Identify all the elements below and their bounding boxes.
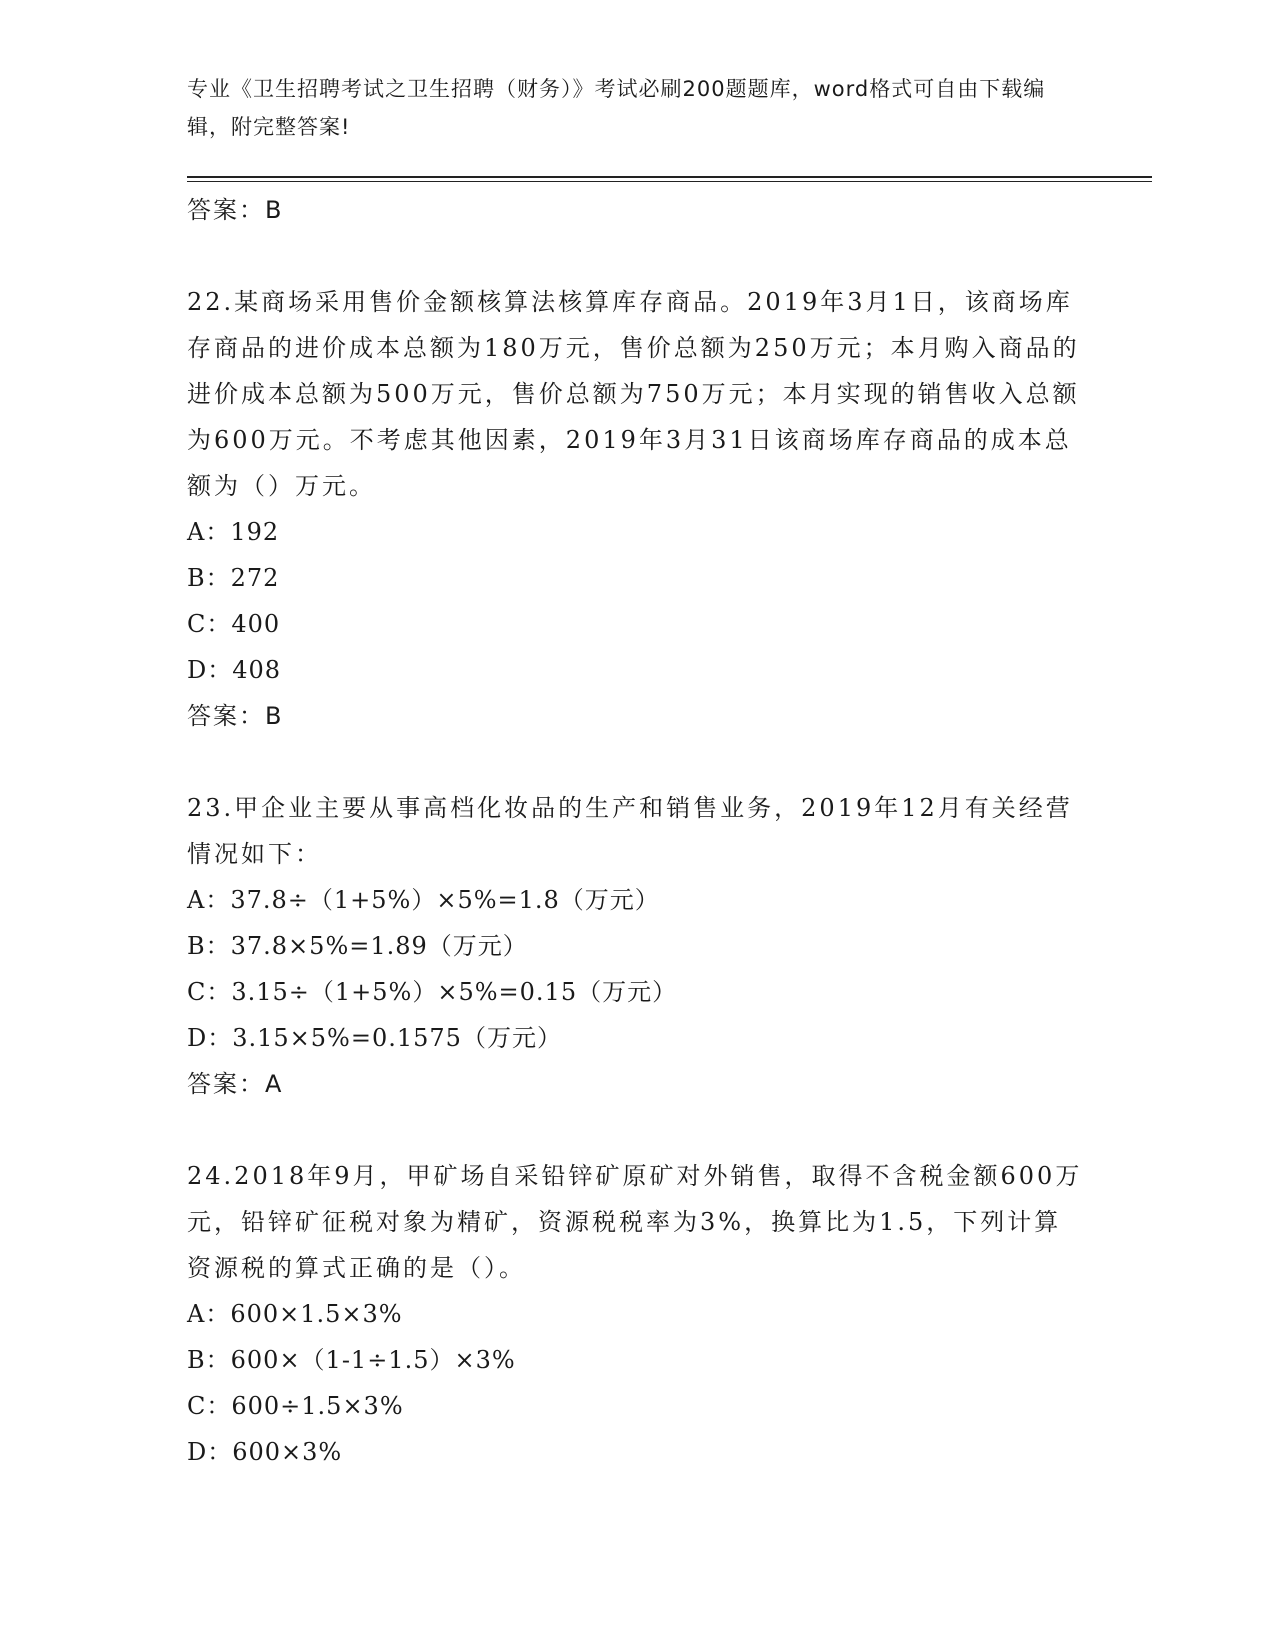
- option-c: C：600÷1.5×3%: [187, 1392, 404, 1420]
- option-a: A：37.8÷（1+5%）×5%=1.8（万元）: [187, 886, 660, 914]
- question-block: [187, 1153, 1087, 1475]
- option-c: C：400: [187, 610, 281, 638]
- document-header: 专业《卫生招聘考试之卫生招聘（财务）》考试必刷200题题库，word格式可自由下载编辑，附完整答案!: [187, 77, 1046, 139]
- option-b: B：600×（1-1÷1.5）×3%: [187, 1346, 516, 1374]
- option-a: A：192: [187, 518, 280, 546]
- spacer: [187, 233, 1087, 279]
- option-b: B：37.8×5%=1.89（万元）: [187, 932, 528, 960]
- spacer: [187, 1107, 1087, 1153]
- answer-line: 答案：B: [187, 702, 284, 730]
- question-block: [187, 279, 1087, 739]
- question-text: 24.2018年9月，甲矿场自采铅锌矿原矿对外销售，取得不含税金额600万元，铅锌矿征税对象为精矿，资源税税率为3%，换算比为1.5，下列计算资源税的算式正确的是（）。: [187, 1162, 1083, 1282]
- option-d: D：3.15×5%=0.1575（万元）: [187, 1024, 562, 1052]
- question-block: [187, 785, 1087, 1107]
- answer-line: 答案：B: [187, 196, 284, 224]
- option-a: A：600×1.5×3%: [187, 1300, 403, 1328]
- answer-line: 答案：A: [187, 1070, 284, 1098]
- option-d: D：408: [187, 656, 282, 684]
- spacer: [187, 739, 1087, 785]
- question-text: 22.某商场采用售价金额核算法核算库存商品。2019年3月1日，该商场库存商品的进价成本总额为180万元，售价总额为250万元；本月购入商品的进价成本总额为500万元，售价总额为750万元；本月实现的销售收入总额为600万元。不考虑其他因素，2019年3月31日该商场库存商品的成本总额为（）万元。: [187, 288, 1080, 500]
- document-body: [187, 187, 1087, 1475]
- option-c: C：3.15÷（1+5%）×5%=0.15（万元）: [187, 978, 678, 1006]
- header-rule-thick: [187, 176, 1152, 178]
- header-rule-thin: [187, 181, 1152, 182]
- option-b: B：272: [187, 564, 280, 592]
- option-d: D：600×3%: [187, 1438, 343, 1466]
- question-text: 23.甲企业主要从事高档化妆品的生产和销售业务，2019年12月有关经营情况如下：: [187, 794, 1073, 868]
